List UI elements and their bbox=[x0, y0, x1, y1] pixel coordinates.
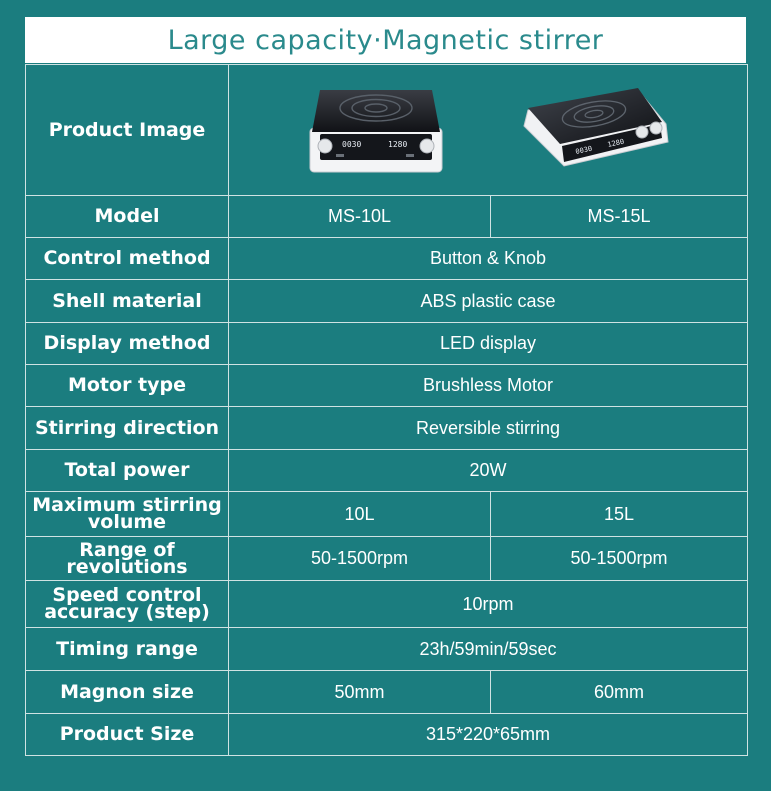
row-value: LED display bbox=[229, 323, 748, 365]
row-value-highlight: Brushless Motor bbox=[229, 365, 748, 407]
table-row bbox=[26, 581, 748, 628]
row-value: MS-10L bbox=[229, 196, 491, 238]
row-value: 23h/59min/59sec bbox=[229, 628, 748, 671]
row-label: Speed control accuracy (step) bbox=[26, 581, 229, 628]
product-images bbox=[229, 65, 748, 196]
row-label: Motor type bbox=[26, 365, 229, 407]
row-value: 60mm bbox=[491, 671, 748, 714]
row-label: Product Size bbox=[26, 714, 229, 756]
table-row bbox=[26, 238, 748, 280]
table-row bbox=[26, 365, 748, 407]
stirrer-ms-15l-image bbox=[520, 82, 670, 178]
row-label: Range of revolutions bbox=[26, 537, 229, 581]
row-value: ABS plastic case bbox=[229, 280, 748, 323]
row-label: Magnon size bbox=[26, 671, 229, 714]
row-value: 20W bbox=[229, 450, 748, 492]
spec-table bbox=[25, 64, 748, 756]
row-value: Button & Knob bbox=[229, 238, 748, 280]
table-row bbox=[26, 407, 748, 450]
display-right: 1280 bbox=[388, 140, 408, 149]
row-label: Display method bbox=[26, 323, 229, 365]
row-value: Reversible stirring bbox=[229, 407, 748, 450]
row-value: 50-1500rpm bbox=[491, 537, 748, 581]
display-right: 1280 bbox=[606, 137, 625, 149]
row-value: 50-1500rpm bbox=[229, 537, 491, 581]
row-label: Total power bbox=[26, 450, 229, 492]
page-title: Large capacity·Magnetic stirrer bbox=[25, 17, 746, 63]
table-row bbox=[26, 492, 748, 537]
row-label: Timing range bbox=[26, 628, 229, 671]
table-row bbox=[26, 537, 748, 581]
table-row bbox=[26, 323, 748, 365]
row-label: Maximum stirring volume bbox=[26, 492, 229, 537]
display-left: 0030 bbox=[574, 144, 593, 156]
row-value: 50mm bbox=[229, 671, 491, 714]
table-row bbox=[26, 714, 748, 756]
table-row bbox=[26, 628, 748, 671]
row-label: Shell material bbox=[26, 280, 229, 323]
row-value: 10rpm bbox=[229, 581, 748, 628]
row-label: Product Image bbox=[26, 65, 229, 196]
table-row bbox=[26, 671, 748, 714]
row-value: MS-15L bbox=[491, 196, 748, 238]
stirrer-ms-10l-image bbox=[306, 84, 446, 176]
table-row bbox=[26, 280, 748, 323]
table-row bbox=[26, 196, 748, 238]
row-value: 10L bbox=[229, 492, 491, 537]
row-label: Model bbox=[26, 196, 229, 238]
row-label: Stirring direction bbox=[26, 407, 229, 450]
table-row-product-image bbox=[26, 65, 748, 196]
display-left: 0030 bbox=[342, 140, 362, 149]
row-label: Control method bbox=[26, 238, 229, 280]
row-value: 315*220*65mm bbox=[229, 714, 748, 756]
table-row bbox=[26, 450, 748, 492]
row-value: 15L bbox=[491, 492, 748, 537]
